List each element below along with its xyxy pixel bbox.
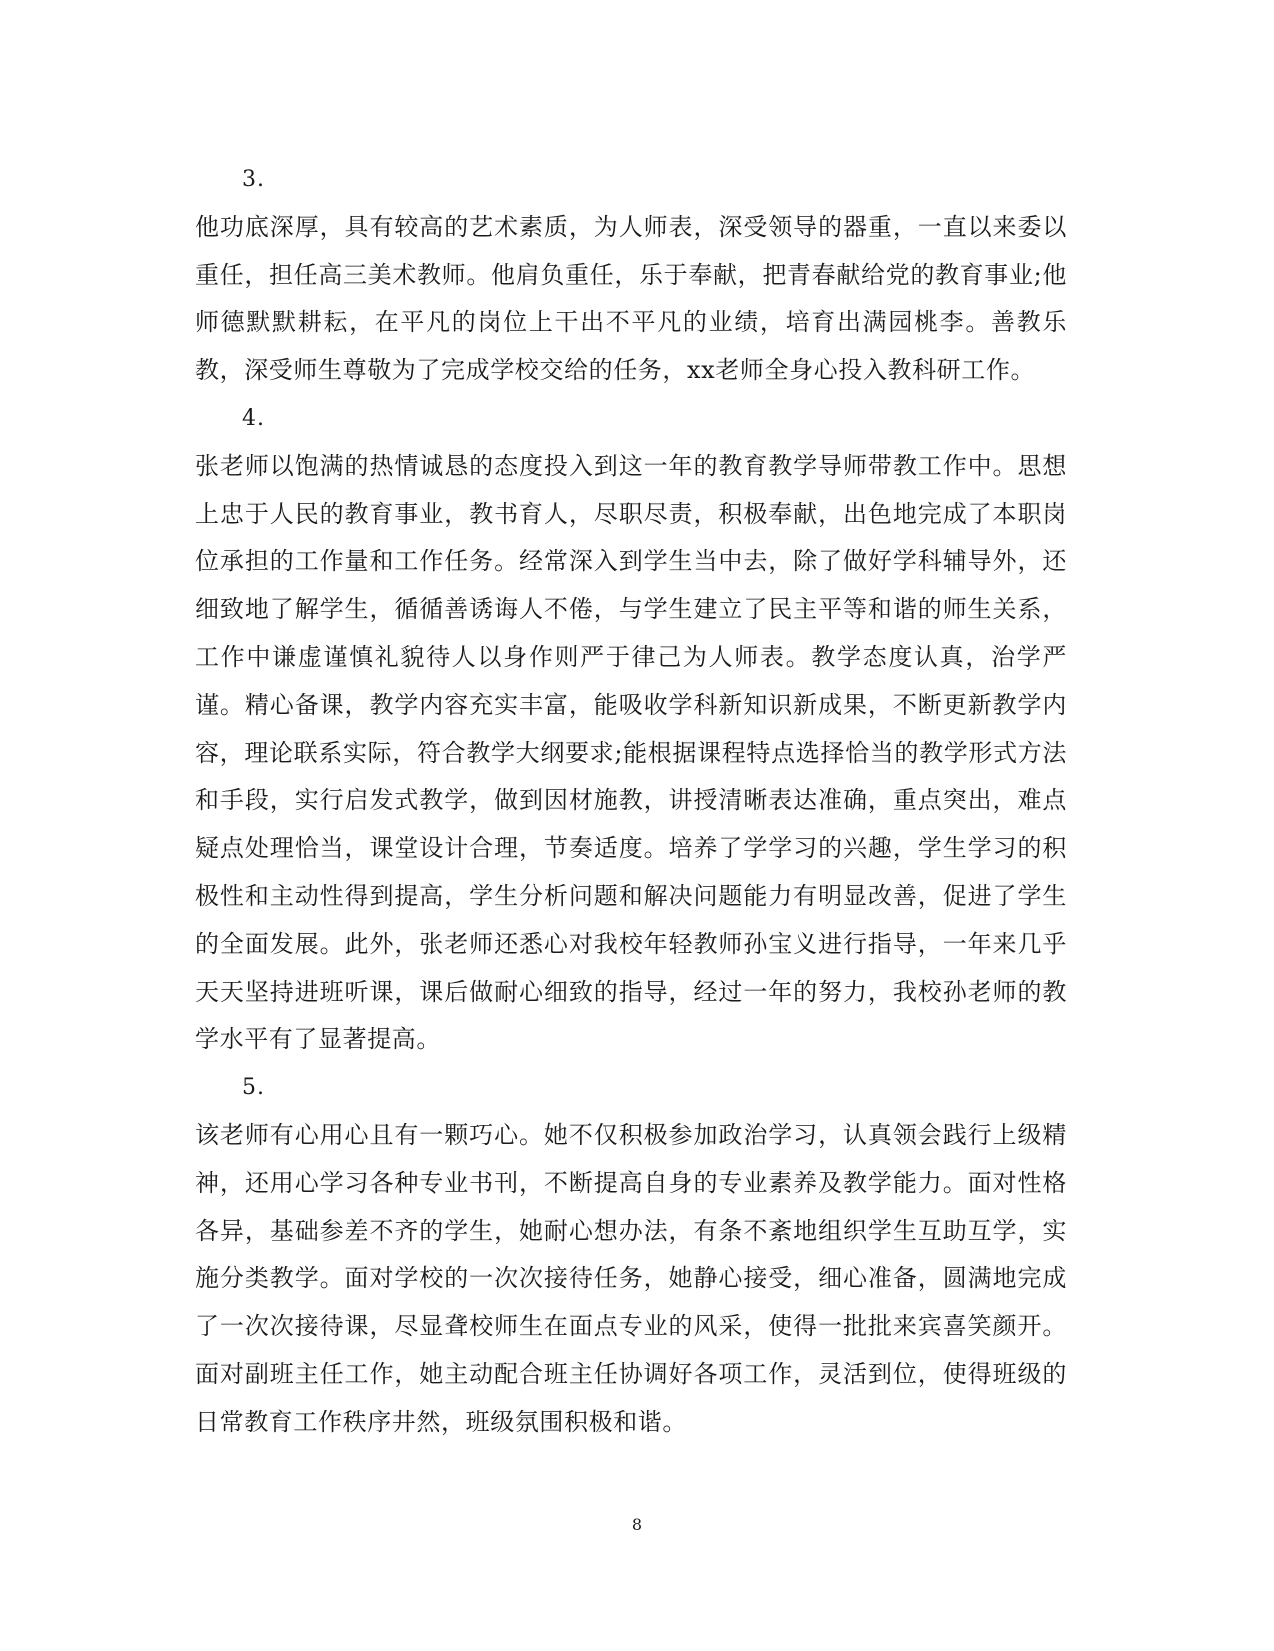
page-number: 8: [631, 1515, 643, 1534]
section-number: 5.: [242, 1075, 265, 1101]
section-5: [195, 1064, 1067, 1446]
section-3: [195, 156, 1067, 395]
section-paragraph: 张老师以饱满的热情诚恳的态度投入到这一年的教育教学导师带教工作中。思想上忠于人民的教育事业，教书育人，尽职尽责，积极奉献，出色地完成了本职岗位承担的工作量和工作任务。经常深入到学生当中去，除了做好学科辅导外，还细致地了解学生，循循善诱诲人不倦，与学生建立了民主平等和谐的师生关系，工作中谦虚谨慎礼貌待人以身作则严于律己为人师表。教学态度认真，治学严谨。精心备课，教学内容充实丰富，能吸收学科新知识新成果，不断更新教学内容，理论联系实际，符合教学大纲要求;能根据课程特点选择恰当的教学形式方法和手段，实行启发式教学，做到因材施教，讲授清晰表达准确，重点突出，难点疑点处理恰当，课堂设计合理，节奏适度。培养了学学习的兴趣，学生学习的积极性和主动性得到提高，学生分析问题和解决问题能力有明显改善，促进了学生的全面发展。此外，张老师还悉心对我校年轻教师孙宝义进行指导，一年来几乎天天坚持进班听课，课后做耐心细致的指导，经过一年的努力，我校孙老师的教学水平有了显著提高。: [195, 451, 1067, 1054]
section-number: 4.: [242, 405, 265, 431]
section-paragraph: 该老师有心用心且有一颗巧心。她不仅积极参加政治学习，认真领会践行上级精神，还用心学习各种专业书刊，不断提高自身的专业素养及教学能力。面对性格各异，基础参差不齐的学生，她耐心想办法，有条不紊地组织学生互助互学，实施分类教学。面对学校的一次次接待任务，她静心接受，细心准备，圆满地完成了一次次接待课，尽显聋校师生在面点专业的风采，使得一批批来宾喜笑颜开。面对副班主任工作，她主动配合班主任协调好各项工作，灵活到位，使得班级的日常教育工作秩序井然，班级氛围积极和谐。: [195, 1120, 1067, 1436]
page-body: [195, 156, 1067, 1447]
section-paragraph: 他功底深厚，具有较高的艺术素质，为人师表，深受领导的器重，一直以来委以重任，担任高三美术教师。他肩负重任，乐于奉献，把青春献给党的教育事业;他师德默默耕耘，在平凡的岗位上干出不平凡的业绩，培育出满园桃李。善教乐教，深受师生尊敬为了完成学校交给的任务，xx老师全身心投入教科研工作。: [195, 212, 1067, 385]
section-4: [195, 395, 1067, 1064]
section-number: 3.: [242, 167, 265, 192]
